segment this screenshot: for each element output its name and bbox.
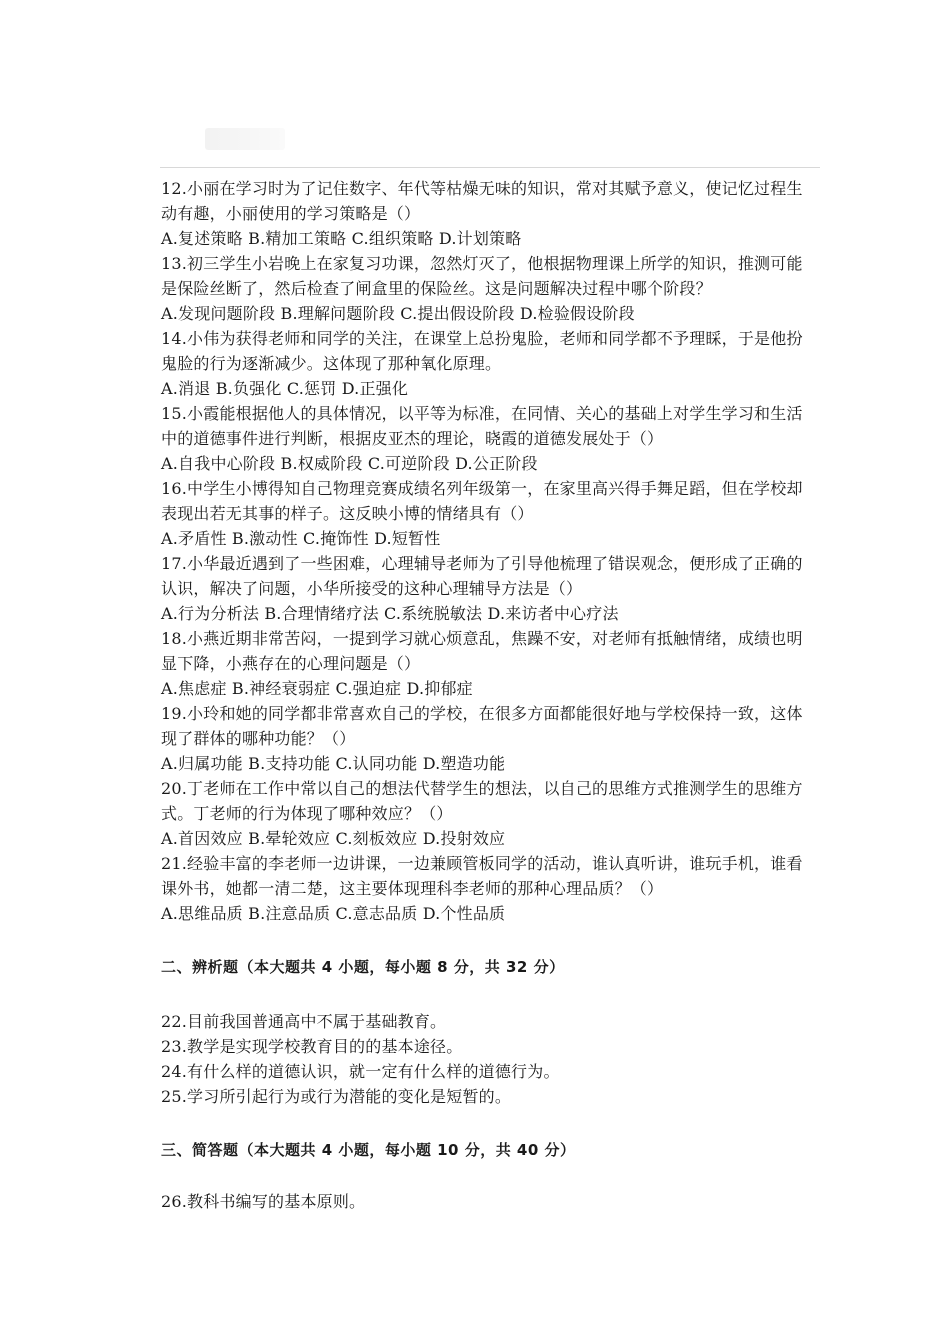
answer-options: A.首因效应 B.晕轮效应 C.刻板效应 D.投射效应 <box>161 829 506 848</box>
answer-options: A.归属功能 B.支持功能 C.认同功能 D.塑造功能 <box>161 754 506 773</box>
answer-options: A.焦虑症 B.神经衰弱症 C.强迫症 D.抑郁症 <box>161 679 473 698</box>
question-20 <box>161 776 833 851</box>
question-text: 课外书，她都一清二楚，这主要体现理科李老师的那种心理品质？（） <box>161 879 664 898</box>
list-item: 25.学习所引起行为或行为潜能的变化是短暂的。 <box>161 1087 512 1106</box>
answer-options: A.发现问题阶段 B.理解问题阶段 C.提出假设阶段 D.检验假设阶段 <box>161 304 635 323</box>
header-watermark <box>205 128 285 150</box>
question-text: 中的道德事件进行判断，根据皮亚杰的理论，晓霞的道德发展处于（） <box>161 429 664 448</box>
question-text: 18.小燕近期非常苦闷，一提到学习就心烦意乱，焦躁不安，对老师有抵触情绪，成绩也明 <box>161 629 803 648</box>
analysis-questions <box>161 1009 833 1109</box>
question-21 <box>161 851 833 926</box>
question-text: 认识，解决了问题，小华所接受的这种心理辅导方法是（） <box>161 579 583 598</box>
answer-options: A.复述策略 B.精加工策略 C.组织策略 D.计划策略 <box>161 229 522 248</box>
question-18 <box>161 626 833 701</box>
question-text: 表现出若无其事的样子。这反映小博的情绪具有（） <box>161 504 534 523</box>
question-15 <box>161 401 833 476</box>
answer-options: A.行为分析法 B.合理情绪疗法 C.系统脱敏法 D.来访者中心疗法 <box>161 604 619 623</box>
list-item: 24.有什么样的道德认识，就一定有什么样的道德行为。 <box>161 1062 560 1081</box>
question-13 <box>161 251 833 326</box>
question-text: 动有趣，小丽使用的学习策略是（） <box>161 204 421 223</box>
question-16 <box>161 476 833 551</box>
question-text: 13.初三学生小岩晚上在家复习功课，忽然灯灭了，他根据物理课上所学的知识，推测可能 <box>161 254 803 273</box>
exam-content <box>161 176 833 1214</box>
question-text: 19.小玲和她的同学都非常喜欢自己的学校，在很多方面都能很好地与学校保持一致，这体 <box>161 704 803 723</box>
question-19 <box>161 701 833 776</box>
answer-options: A.思维品质 B.注意品质 C.意志品质 D.个性品质 <box>161 904 506 923</box>
answer-options: A.矛盾性 B.激动性 C.掩饰性 D.短暂性 <box>161 529 441 548</box>
question-text: 20.丁老师在工作中常以自己的想法代替学生的想法，以自己的思维方式推测学生的思维方 <box>161 779 803 798</box>
question-text: 12.小丽在学习时为了记住数字、年代等枯燥无味的知识，常对其赋予意义，使记忆过程生 <box>161 179 803 198</box>
question-text: 显下降，小燕存在的心理问题是（） <box>161 654 421 673</box>
list-item: 22.目前我国普通高中不属于基础教育。 <box>161 1012 447 1031</box>
question-12 <box>161 176 833 251</box>
question-text: 17.小华最近遇到了一些困难，心理辅导老师为了引导他梳理了错误观念，便形成了正确的 <box>161 554 803 573</box>
question-text: 15.小霞能根据他人的具体情况，以平等为标准，在同情、关心的基础上对学生学习和生活 <box>161 404 803 423</box>
question-text: 16.中学生小博得知自己物理竞赛成绩名列年级第一，在家里高兴得手舞足蹈，但在学校却 <box>161 479 803 498</box>
question-text: 21.经验丰富的李老师一边讲课，一边兼顾管板同学的活动，谁认真听讲，谁玩手机，谁看 <box>161 854 803 873</box>
question-14 <box>161 326 833 401</box>
question-text: 是保险丝断了，然后检查了闸盒里的保险丝。这是问题解决过程中哪个阶段？ <box>161 279 712 298</box>
answer-options: A.自我中心阶段 B.权威阶段 C.可逆阶段 D.公正阶段 <box>161 454 538 473</box>
question-text: 14.小伟为获得老师和同学的关注，在课堂上总扮鬼脸，老师和同学都不予理睬，于是他扮 <box>161 329 803 348</box>
answer-options: A.消退 B.负强化 C.惩罚 D.正强化 <box>161 379 409 398</box>
list-item: 23.教学是实现学校教育目的的基本途径。 <box>161 1037 463 1056</box>
question-text: 鬼脸的行为逐渐减少。这体现了那种氧化原理。 <box>161 354 502 373</box>
short-answer-questions <box>161 1189 833 1214</box>
section-title-short-answer: 三、简答题（本大题共 4 小题，每小题 10 分，共 40 分） <box>161 1141 576 1159</box>
header-divider <box>160 167 820 168</box>
question-text: 现了群体的哪种功能？（） <box>161 729 356 748</box>
section-title-analysis: 二、辨析题（本大题共 4 小题，每小题 8 分，共 32 分） <box>161 958 565 976</box>
question-17 <box>161 551 833 626</box>
list-item: 26.教科书编写的基本原则。 <box>161 1192 366 1211</box>
question-text: 式。丁老师的行为体现了哪种效应？（） <box>161 804 453 823</box>
